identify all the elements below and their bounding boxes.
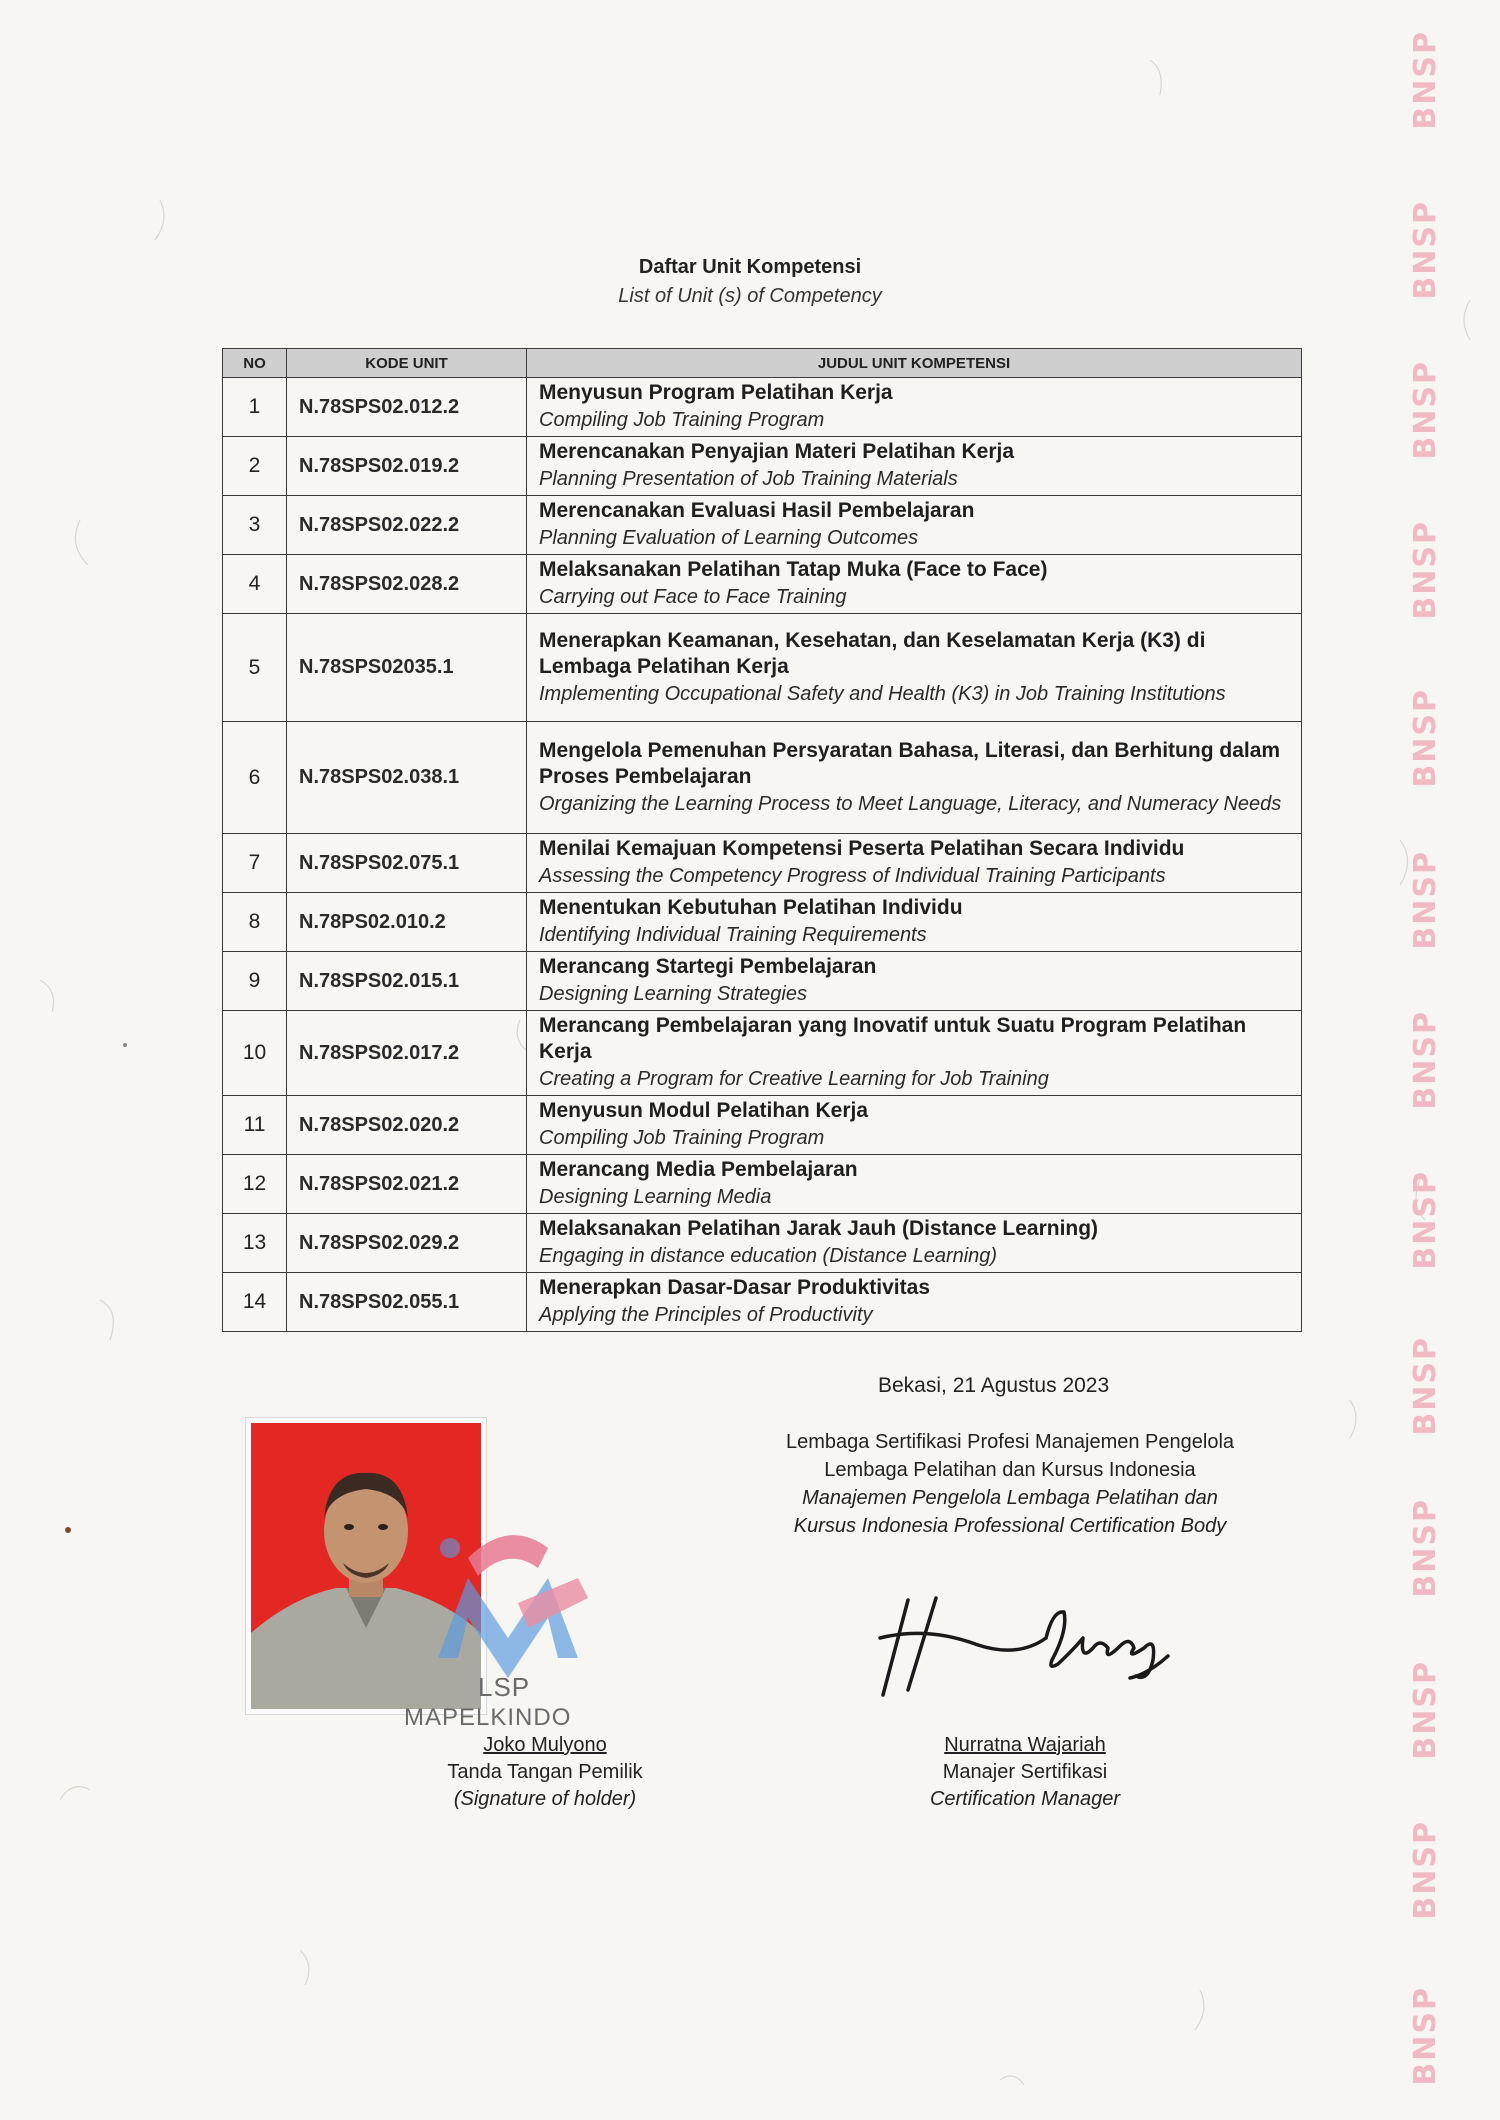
issuer-block [700,1428,1320,1540]
unit-number: 4 [223,555,287,614]
unit-title-english: Compiling Job Training Program [539,1127,825,1149]
unit-number: 1 [223,378,287,437]
unit-title-indonesian: Menyusun Modul Pelatihan Kerja [539,1099,869,1122]
unit-title-english: Planning Presentation of Job Training Materials [539,468,958,490]
unit-number: 9 [223,952,287,1011]
unit-title-cell [527,1096,1302,1155]
unit-title-english: Organizing the Learning Process to Meet Language, Literacy, and Numeracy Needs [539,792,1282,815]
unit-code: N.78SPS02.038.1 [287,722,527,834]
unit-title-cell [527,1273,1302,1332]
stamp-label-lsp: LSP [478,1672,531,1702]
unit-title-cell [527,893,1302,952]
column-header-no: NO [223,349,287,378]
unit-title-english: Implementing Occupational Safety and Health (K3) in Job Training Institutions [539,682,1226,705]
unit-title-cell [527,378,1302,437]
holder-name: Joko Mulyono [483,1734,607,1756]
unit-title-cell [527,1155,1302,1214]
table-body [223,378,1302,1332]
unit-title-cell [527,722,1302,834]
place-and-date: Bekasi, 21 Agustus 2023 [878,1374,1110,1397]
unit-title-cell [527,555,1302,614]
document-header [0,256,1500,308]
stamp-label-mapelkindo: MAPELKINDO [404,1704,572,1731]
table-row [223,1273,1302,1332]
unit-title-indonesian: Menerapkan Keamanan, Kesehatan, dan Keselamatan Kerja (K3) di Lembaga Pelatihan Kerja [539,628,1206,678]
unit-title-indonesian: Melaksanakan Pelatihan Jarak Jauh (Distance Learning) [539,1217,1099,1240]
unit-title-indonesian: Menerapkan Dasar-Dasar Produktivitas [539,1276,930,1299]
unit-title-indonesian: Menentukan Kebutuhan Pelatihan Individu [539,896,963,919]
unit-title-indonesian: Merencanakan Penyajian Materi Pelatihan Kerja [539,440,1015,463]
bnsp-watermark: BNSP [1408,1336,1443,1436]
column-header-code: KODE UNIT [287,349,527,378]
bnsp-watermark: BNSP [1408,30,1443,130]
unit-title-cell [527,1011,1302,1096]
unit-title-english: Identifying Individual Training Requirements [539,924,927,946]
manager-signature [868,1590,1188,1710]
manager-signature-block [890,1732,1160,1813]
competency-units-table [222,348,1302,1332]
unit-title-cell [527,1214,1302,1273]
unit-title-english: Planning Evaluation of Learning Outcomes [539,527,919,549]
unit-title-english: Designing Learning Strategies [539,983,807,1005]
document-subtitle: List of Unit (s) of Competency [618,285,882,307]
table-header-row [223,349,1302,378]
unit-code: N.78SPS02035.1 [287,614,527,722]
unit-title-english: Carrying out Face to Face Training [539,586,847,608]
table-row [223,952,1302,1011]
bnsp-watermark: BNSP [1408,360,1443,460]
unit-number: 5 [223,614,287,722]
unit-title-english: Engaging in distance education (Distance Learning) [539,1245,998,1267]
unit-title-indonesian: Merancang Startegi Pembelajaran [539,955,877,978]
unit-code: N.78SPS02.022.2 [287,496,527,555]
unit-title-english: Assessing the Competency Progress of Individual Training Participants [539,865,1166,887]
unit-code: N.78SPS02.017.2 [287,1011,527,1096]
unit-number: 7 [223,834,287,893]
table-row [223,378,1302,437]
issuer-name-line: Lembaga Pelatihan dan Kursus Indonesia [824,1459,1196,1481]
table-row [223,1096,1302,1155]
bnsp-watermark: BNSP [1408,1498,1443,1598]
bnsp-watermark: BNSP [1408,1170,1443,1270]
table-row [223,496,1302,555]
unit-title-cell [527,437,1302,496]
unit-number: 11 [223,1096,287,1155]
issuer-name-line: Lembaga Sertifikasi Profesi Manajemen Pengelola [785,1431,1235,1453]
unit-code: N.78SPS02.075.1 [287,834,527,893]
unit-number: 3 [223,496,287,555]
holder-role-english: (Signature of holder) [453,1788,637,1810]
unit-title-english: Designing Learning Media [539,1186,772,1208]
unit-code: N.78SPS02.028.2 [287,555,527,614]
unit-title-cell [527,496,1302,555]
unit-code: N.78SPS02.055.1 [287,1273,527,1332]
bnsp-watermark-column [1408,20,1448,2110]
bnsp-watermark: BNSP [1408,1660,1443,1760]
unit-number: 2 [223,437,287,496]
unit-title-cell [527,834,1302,893]
unit-title-indonesian: Menyusun Program Pelatihan Kerja [539,381,893,404]
unit-code: N.78PS02.010.2 [287,893,527,952]
unit-title-indonesian: Menilai Kemajuan Kompetensi Peserta Pelatihan Secara Individu [539,837,1185,860]
unit-number: 12 [223,1155,287,1214]
table-row [223,555,1302,614]
unit-title-indonesian: Merancang Media Pembelajaran [539,1158,858,1181]
holder-role: Tanda Tangan Pemilik [447,1761,643,1783]
column-header-title: JUDUL UNIT KOMPETENSI [527,349,1302,378]
unit-title-cell [527,952,1302,1011]
issuer-name-english-line: Manajemen Pengelola Lembaga Pelatihan dan [802,1487,1218,1509]
unit-title-english: Applying the Principles of Productivity [539,1304,873,1326]
unit-number: 13 [223,1214,287,1273]
table-row [223,893,1302,952]
holder-signature-block [405,1732,685,1813]
unit-code: N.78SPS02.015.1 [287,952,527,1011]
bnsp-watermark: BNSP [1408,688,1443,788]
unit-number: 8 [223,893,287,952]
table-row [223,722,1302,834]
unit-code: N.78SPS02.019.2 [287,437,527,496]
unit-title-cell [527,614,1302,722]
unit-code: N.78SPS02.012.2 [287,378,527,437]
bnsp-watermark: BNSP [1408,1010,1443,1110]
unit-title-english: Creating a Program for Creative Learning for Job Training [539,1068,1049,1090]
unit-number: 14 [223,1273,287,1332]
unit-title-english: Compiling Job Training Program [539,409,825,431]
manager-role: Manajer Sertifikasi [942,1761,1108,1783]
bnsp-watermark: BNSP [1408,1986,1443,2086]
issuer-name-english-line: Kursus Indonesia Professional Certification Body [793,1515,1227,1537]
unit-title-indonesian: Merancang Pembelajaran yang Inovatif untuk Suatu Program Pelatihan Kerja [539,1014,1247,1063]
unit-code: N.78SPS02.029.2 [287,1214,527,1273]
table-row [223,1155,1302,1214]
bnsp-watermark: BNSP [1408,200,1443,300]
unit-number: 6 [223,722,287,834]
table-row [223,834,1302,893]
table-row [223,614,1302,722]
bnsp-watermark: BNSP [1408,1820,1443,1920]
manager-role-english: Certification Manager [929,1788,1121,1810]
unit-code: N.78SPS02.020.2 [287,1096,527,1155]
unit-title-indonesian: Mengelola Pemenuhan Persyaratan Bahasa, Literasi, dan Berhitung dalam Proses Pembelajaran [539,738,1281,788]
unit-number: 10 [223,1011,287,1096]
manager-name: Nurratna Wajariah [944,1734,1106,1756]
bnsp-watermark: BNSP [1408,850,1443,950]
table-row [223,437,1302,496]
unit-code: N.78SPS02.021.2 [287,1155,527,1214]
table-row [223,1214,1302,1273]
unit-title-indonesian: Merencanakan Evaluasi Hasil Pembelajaran [539,499,975,522]
document-title: Daftar Unit Kompetensi [638,256,862,278]
table-row [223,1011,1302,1096]
unit-title-indonesian: Melaksanakan Pelatihan Tatap Muka (Face to Face) [539,558,1048,581]
bnsp-watermark: BNSP [1408,520,1443,620]
